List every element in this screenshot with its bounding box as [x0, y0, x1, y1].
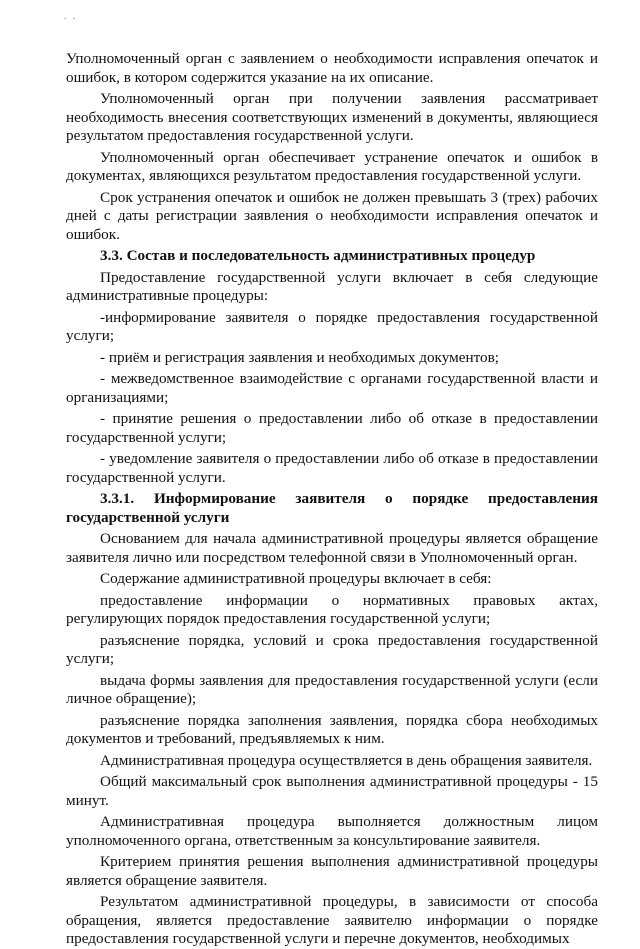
- list-item: -информирование заявителя о порядке предоставления государственной услуги;: [66, 308, 598, 344]
- paragraph: Критерием принятия решения выполнения административной процедуры является обращение заявителя.: [66, 853, 598, 889]
- section-heading-3-3-1-cont: государственной услуги: [66, 508, 230, 526]
- page-mark: - -: [64, 14, 78, 23]
- list-item: - межведомственное взаимодействие с органами государственной власти и организациями;: [66, 370, 598, 406]
- paragraph: предоставление информации о нормативных правовых актах, регулирующих порядок предоставления государственной услуги;: [66, 591, 598, 627]
- paragraph: Срок устранения опечаток и ошибок не должен превышать 3 (трех) рабочих дней с даты регистрации заявления о необходимости исправления опечаток и ошибок.: [66, 188, 598, 243]
- paragraph: Уполномоченный орган при получении заявления рассматривает необходимость внесения соответствующих изменений в документы, являющиеся результатом предоставления государственной услуги.: [66, 90, 598, 144]
- paragraph: выдача формы заявления для предоставления государственной услуги (если личное обращение);: [66, 671, 598, 707]
- paragraph: Административная процедура осуществляется в день обращения заявителя.: [100, 751, 593, 769]
- paragraph: разъяснение порядка заполнения заявления, порядка сбора необходимых документов и требований, предъявляемых к ним.: [66, 711, 598, 747]
- section-heading-3-3: 3.3. Состав и последовательность административных процедур: [100, 247, 536, 264]
- paragraph: Основанием для начала административной процедуры является обращение заявителя лично или посредством телефонной связи в Уполномоченный орган.: [66, 530, 598, 566]
- paragraph: Административная процедура выполняется должностным лицом уполномоченного органа, ответственным за консультирование заявителя.: [66, 813, 598, 849]
- paragraph: Общий максимальный срок выполнения административной процедуры - 15 минут.: [66, 773, 598, 809]
- list-item: - принятие решения о предоставлении либо об отказе в предоставлении государственной услуги;: [66, 410, 598, 446]
- paragraph: Предоставление государственной услуги включает в себя следующие административные процедуры:: [66, 268, 598, 304]
- paragraph: Результатом административной процедуры, в зависимости от способа обращения, является предоставление заявителю информации о порядке предоставления государственной услуги и перечне документов, необходимых: [66, 893, 598, 947]
- paragraph: разъяснение порядка, условий и срока предоставления государственной услуги;: [66, 631, 598, 667]
- paragraph: Уполномоченный орган обеспечивает устранение опечаток и ошибок в документах, являющихся результатом предоставления государственной услуги.: [66, 148, 598, 184]
- paragraph: Уполномоченный орган с заявлением о необходимости исправления опечаток и ошибок, в котором содержится указание на их описание.: [66, 50, 598, 86]
- section-heading-3-3-1: 3.3.1. Информирование заявителя о порядке предоставления: [100, 490, 598, 507]
- list-item: - уведомление заявителя о предоставлении либо об отказе в предоставлении государственной услуги.: [66, 450, 598, 486]
- list-item: - приём и регистрация заявления и необходимых документов;: [100, 348, 500, 366]
- paragraph: Содержание административной процедуры включает в себя:: [100, 570, 492, 587]
